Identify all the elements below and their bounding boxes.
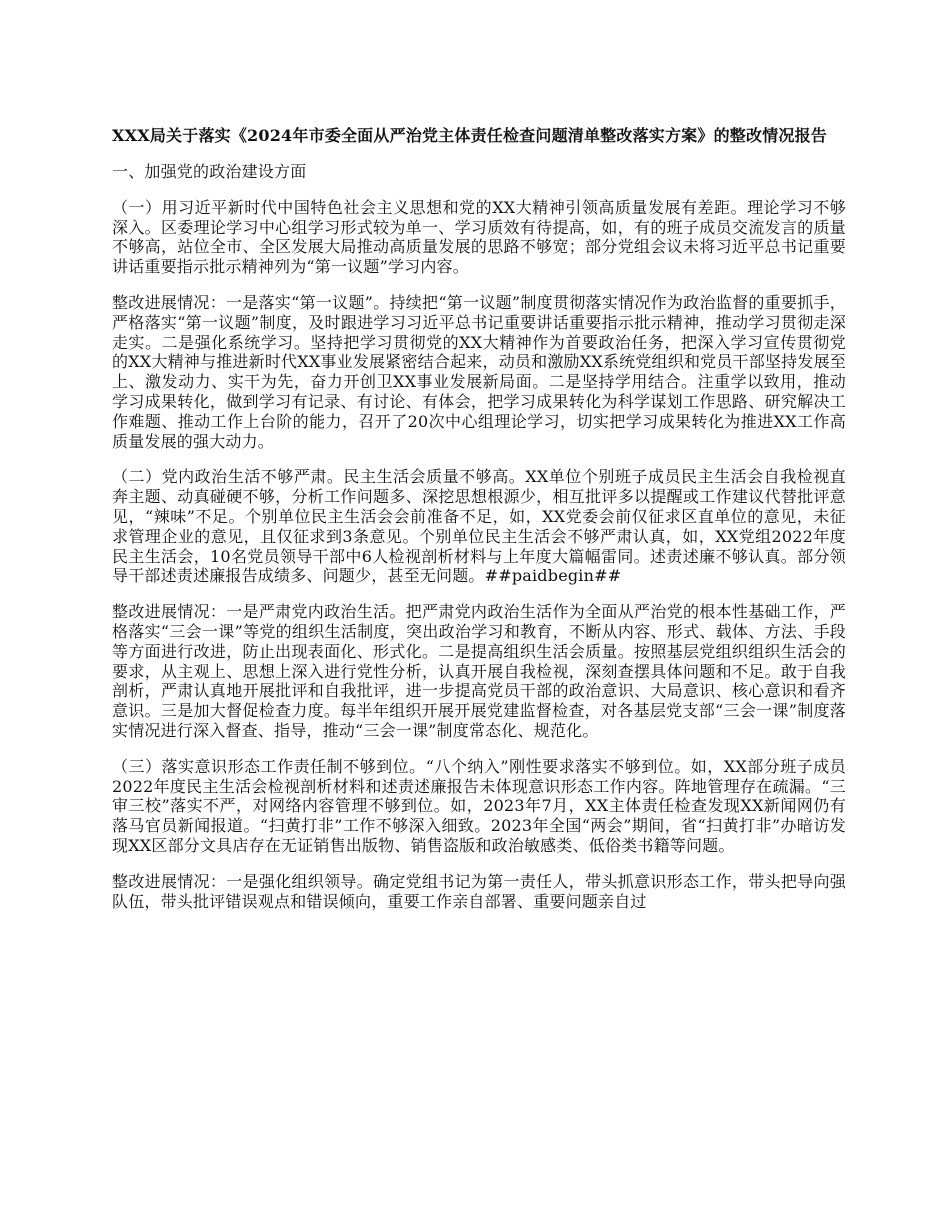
document-page	[112, 126, 846, 927]
document-title: XXX局关于落实《2024年市委全面从严治党主体责任检查问题清单整改落实方案》的整改情况报告	[112, 126, 827, 145]
paragraph-problem-2: （二）党内政治生活不够严肃。民主生活会质量不够高。XX单位个别班子成员民主生活会自我检视直奔主题、动真碰硬不够，分析工作问题多、深挖思想根源少，相互批评多以提醒或工作建议代替批评意见，“辣味”不足。个别单位民主生活会会前准备不足，如，XX党委会前仅征求区直单位的意见，未征求管理企业的意见，且仅征求到3条意见。个别单位民主生活会不够严肃认真，如，XX党组2022年度民主生活会，10名党员领导干部中6人检视剖析材料与上年度大篇幅雷同。述责述廉不够认真。部分领导干部述责述廉报告成绩多、问题少，甚至无问题。##paidbegin##	[112, 467, 846, 586]
paragraph-problem-3: （三）落实意识形态工作责任制不够到位。“八个纳入”刚性要求落实不够到位。如，XX部分班子成员2022年度民主生活会检视剖析材料和述责述廉报告未体现意识形态工作内容。阵地管理存在疏漏。“三审三校”落实不严，对网络内容管理不够到位。如，2023年7月，XX主体责任检查发现XX新闻网仍有落马官员新闻报道。“扫黄打非”工作不够深入细致。2023年全国“两会”期间，省“扫黄打非”办暗访发现XX区部分文具店存在无证销售出版物、销售盗版和政治敏感类、低俗类书籍等问题。	[112, 756, 846, 855]
section-heading: 一、加强党的政治建设方面	[112, 162, 307, 181]
paragraph-progress-3: 整改进展情况：一是强化组织领导。确定党组书记为第一责任人，带头抓意识形态工作，带头把导向强队伍，带头批评错误观点和错误倾向，重要工作亲自部署、重要问题亲自过	[112, 871, 846, 911]
paragraph-problem-1: （一）用习近平新时代中国特色社会主义思想和党的XX大精神引领高质量发展有差距。理论学习不够深入。区委理论学习中心组学习形式较为单一、学习质效有待提高，如，有的班子成员交流发言的质量不够高，站位全市、全区发展大局推动高质量发展的思路不够宽；部分党组会议未将习近平总书记重要讲话重要指示批示精神列为“第一议题”学习内容。	[112, 197, 846, 277]
paragraph-progress-1: 整改进展情况：一是落实“第一议题”。持续把“第一议题”制度贯彻落实情况作为政治监督的重要抓手，严格落实“第一议题”制度，及时跟进学习习近平总书记重要讲话重要指示批示精神，推动学习贯彻走深走实。二是强化系统学习。坚持把学习贯彻党的XX大精神作为首要政治任务，把深入学习宣传贯彻党的XX大精神与推进新时代XX事业发展紧密结合起来，动员和激励XX系统党组织和党员干部坚持发展至上、激发动力、实干为先，奋力开创卫XX事业发展新局面。二是坚持学用结合。注重学以致用，推动学习成果转化，做到学习有记录、有讨论、有体会，把学习成果转化为科学谋划工作思路、研究解决工作难题、推动工作上台阶的能力，召开了20次中心组理论学习，切实把学习成果转化为推进XX工作高质量发展的强大动力。	[112, 292, 846, 451]
paragraph-progress-2: 整改进展情况：一是严肃党内政治生活。把严肃党内政治生活作为全面从严治党的根本性基础工作，严格落实“三会一课”等党的组织生活制度，突出政治学习和教育，不断从内容、形式、载体、方法、手段等方面进行改进，防止出现表面化、形式化。二是提高组织生活会质量。按照基层党组织组织生活会的要求，从主观上、思想上深入进行党性分析，认真开展自我检视，深刻查摆具体问题和不足。敢于自我剖析，严肃认真地开展批评和自我批评，进一步提高党员干部的政治意识、大局意识、核心意识和看齐意识。三是加大督促检查力度。每半年组织开展开展党建监督检查，对各基层党支部“三会一课”制度落实情况进行深入督查、指导，推动“三会一课”制度常态化、规范化。	[112, 602, 846, 740]
